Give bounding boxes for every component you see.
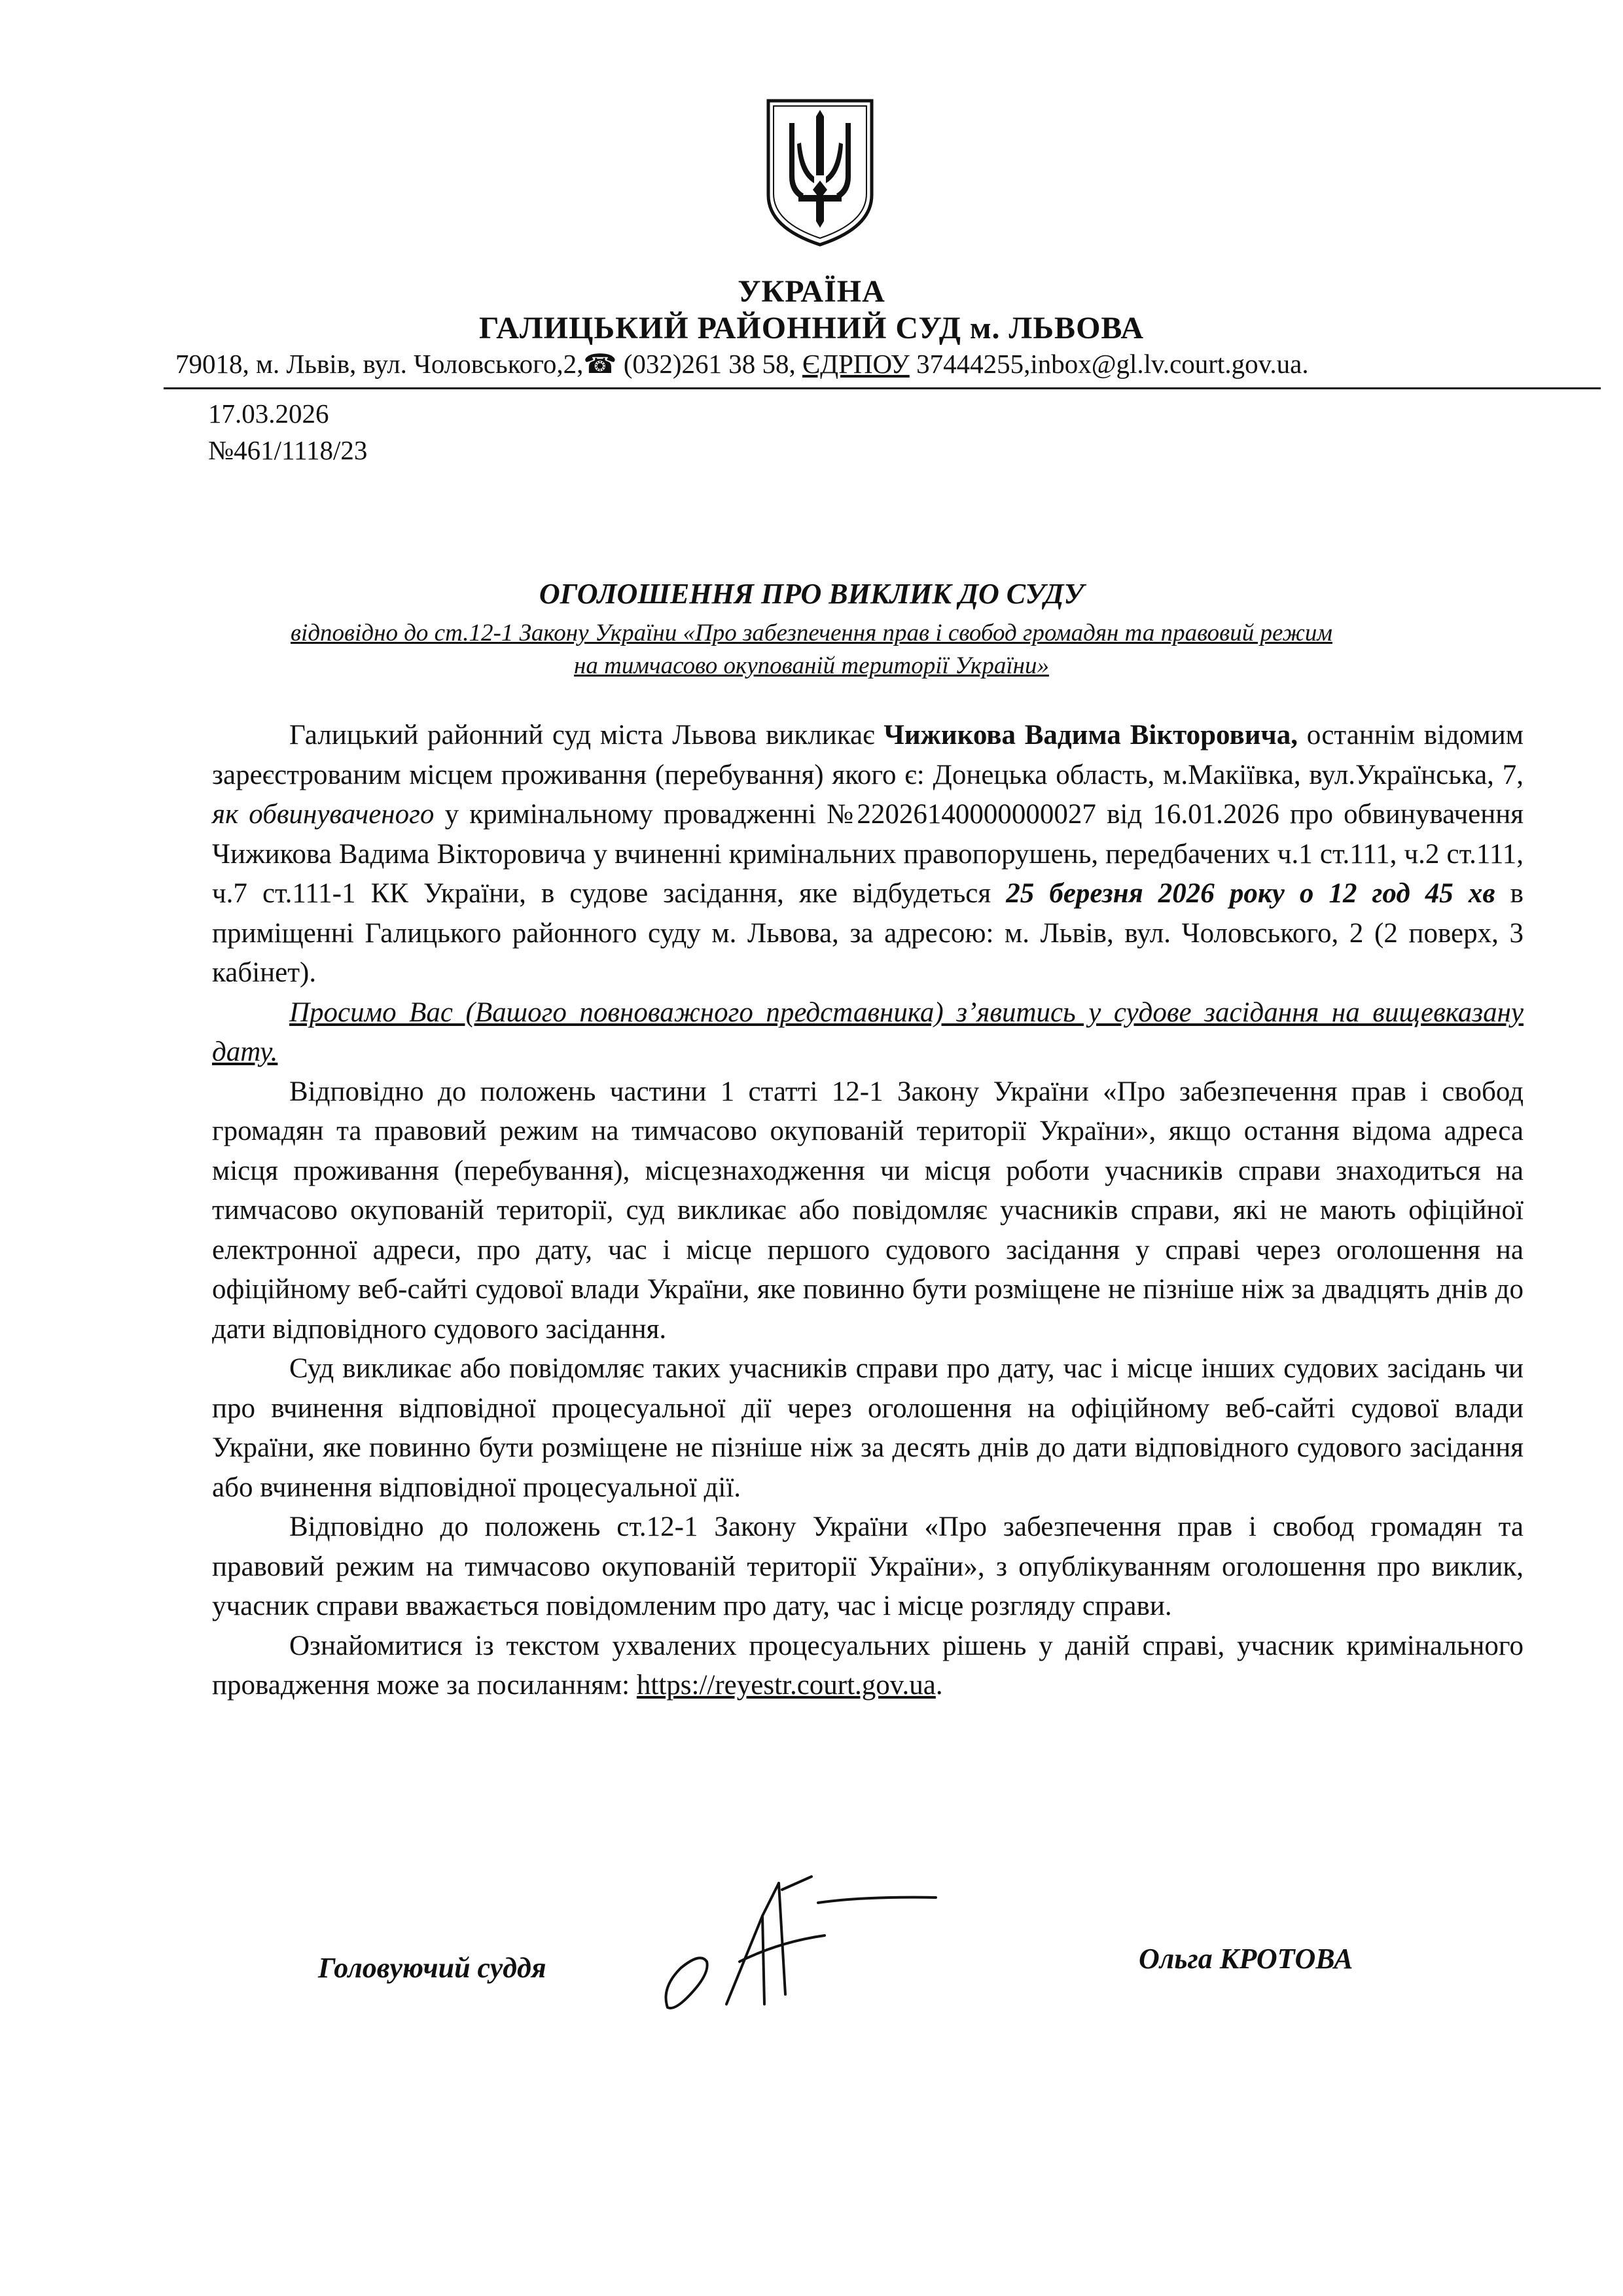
country-heading: УКРАЇНА (738, 274, 885, 309)
announcement-title: ОГОЛОШЕННЯ ПРО ВИКЛИК ДО СУДУ (539, 578, 1084, 610)
request-text: Просимо Вас (Вашого повноважного представника) з’явитись у судове засідання на вищевказану дату. (212, 997, 1524, 1067)
document-number: №461/1118/23 (208, 435, 368, 465)
paragraph-registry (212, 1627, 1524, 1706)
phone-icon: ☎ (583, 349, 617, 379)
edrpou-and-email: 37444255,inbox@gl.lv.court.gov.ua. (909, 349, 1309, 379)
phone-number: (032)261 38 58, (616, 349, 803, 379)
header-divider (164, 387, 1601, 389)
registry-text: Ознайомитися із текстом ухвалених процесуальних рішень у даній справі, учасник кримінального провадження може за посиланням: (212, 1630, 1524, 1701)
paragraph-law-2: Суд викликає або повідомляє таких учасників справи про дату, час і місце інших судових засідань чи про вчинення відповідної процесуальної дії через оголошення на офіційному веб-сайті судової влади України, яке повинно бути розміщене не пізніше ніж за десять днів до дати відповідного судового засідання або вчинення відповідної процесуальної дії. (212, 1353, 1524, 1503)
signatory-name: Ольга КРОТОВА (1139, 1943, 1353, 1975)
registry-end: . (935, 1670, 943, 1701)
handwritten-signature (648, 1863, 949, 2027)
summons-location: в приміщенні Галицького районного суду м. Львова, за адресою: м. Львів, вул. Чоловського, 2 (2 поверх, 3 кабінет). (212, 878, 1524, 988)
announcement-body (212, 716, 1524, 1706)
edrpou-label: ЄДРПОУ (802, 349, 910, 379)
announcement-subtitle-line2: на тимчасово окупованій території України» (574, 652, 1049, 679)
court-address-line (175, 348, 1309, 380)
announcement-subtitle-line1: відповідно до ст.12-1 Закону України «Про забезпечення прав і свобод громадян та правовий режим (290, 620, 1332, 646)
paragraph-law-1: Відповідно до положень частини 1 статті 12-1 Закону України «Про забезпечення прав і свобод громадян та правовий режим на тимчасово окупованій території України», якщо остання відома адреса місця проживання (перебування), місцезнаходження чи місця роботи учасників справи знаходиться на тимчасово окупованій території, суд викликає або повідомляє учасників справи, які не мають офіційної електронної адреси, про дату, час і місце першого судового засідання у справі через оголошення на офіційному веб-сайті судової влади України, яке повинно бути розміщене не пізніше ніж за двадцять днів до дати відповідного судового засідання. (212, 1076, 1524, 1345)
hearing-datetime: 25 березня 2026 року о 12 год 45 хв (1006, 878, 1495, 909)
summons-intro: Галицький районний суд міста Львова викликає (289, 720, 884, 751)
address-text: 79018, м. Львів, вул. Чоловського,2, (175, 349, 584, 379)
summons-case: у кримінальному провадженні №22026140000000027 від 16.01.2026 про обвинувачення Чижикова Вадима Вікторовича у вчиненні кримінальних правопорушень, передбачених ч.1 ст.111, ч.2 ст.111, ч.7 ст.111-1 КК України, в судове засідання, яке відбудеться (212, 799, 1524, 909)
paragraph-law-3: Відповідно до положень ст.12-1 Закону України «Про забезпечення прав і свобод громадян та правовий режим на тимчасово окупованій території України», з опублікуванням оголошення про виклик, учасник справи вважається повідомленим про дату, час і місце розгляду справи. (212, 1511, 1524, 1621)
defendant-name: Чижикова Вадима Вікторовича, (883, 720, 1298, 751)
court-heading: ГАЛИЦЬКИЙ РАЙОННИЙ СУД м. ЛЬВОВА (478, 311, 1145, 345)
registry-link[interactable]: https://reyestr.court.gov.ua (636, 1670, 936, 1701)
defendant-role: як обвинуваченого (212, 799, 435, 830)
coat-of-arms-icon (764, 97, 876, 249)
summons-address: останнім відомим зареєстрованим місцем проживання (перебування) якого є: Донецька область, м.Макіївка, вул.Українська, 7, (212, 720, 1524, 790)
document-date: 17.03.2026 (208, 398, 329, 429)
signatory-role: Головуючий суддя (318, 1952, 546, 1984)
paragraph-summons (212, 716, 1524, 993)
paragraph-request (212, 993, 1524, 1072)
